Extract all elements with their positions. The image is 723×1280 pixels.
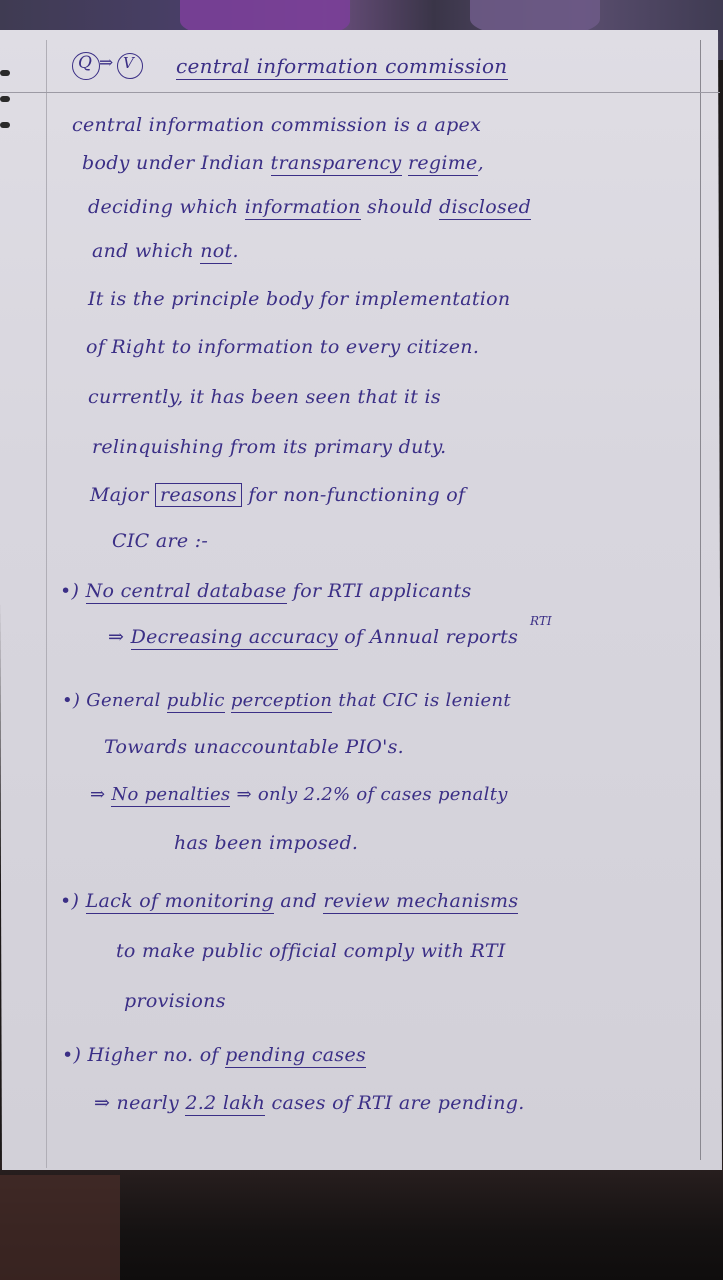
text-line: and which not. <box>92 240 239 262</box>
margin-line <box>46 40 47 1168</box>
spiral-binding <box>0 70 10 76</box>
text-line: to make public official comply with RTI <box>116 940 506 962</box>
bullet-point: •) General public perception that CIC is lenient <box>62 690 511 711</box>
text-line: central information commission is a apex <box>72 114 482 136</box>
text-line: provisions <box>124 990 226 1012</box>
bullet-point: •) Higher no. of pending cases <box>62 1044 367 1066</box>
bullet-point: •) No central database for RTI applicants <box>60 580 472 602</box>
sub-point: ⇒ nearly 2.2 lakh cases of RTI are pending. <box>94 1092 525 1114</box>
question-number: V <box>123 54 135 72</box>
text-line: deciding which information should disclosed <box>88 196 532 218</box>
text-line: body under Indian transparency regime, <box>82 152 484 174</box>
text-line: currently, it has been seen that it is <box>88 386 441 408</box>
text-line: relinquishing from its primary duty. <box>92 436 447 458</box>
spiral-binding <box>0 96 10 102</box>
question-label: Q <box>78 53 93 73</box>
heading-arrow: ⇒ <box>99 53 114 73</box>
text-line: has been imposed. <box>174 832 359 854</box>
sub-point: ⇒ No penalties ⇒ only 2.2% of cases penalty <box>90 784 508 805</box>
superscript-note: RTI <box>530 614 552 628</box>
page-title: central information commission <box>176 54 508 78</box>
bullet-point: •) Lack of monitoring and review mechanisms <box>60 890 519 912</box>
header-rule <box>0 92 720 93</box>
text-line: CIC are :- <box>112 530 209 552</box>
text-line: It is the principle body for implementation <box>88 288 511 310</box>
text-line: of Right to information to every citizen. <box>86 336 480 358</box>
background-rug <box>0 1175 120 1280</box>
text-line: Towards unaccountable PIO's. <box>104 736 405 758</box>
text-line: Major reasons for non-functioning of <box>90 484 466 506</box>
page-edge-line <box>700 40 701 1160</box>
spiral-binding <box>0 122 10 128</box>
sub-point: ⇒ Decreasing accuracy of Annual reports <box>108 626 519 648</box>
